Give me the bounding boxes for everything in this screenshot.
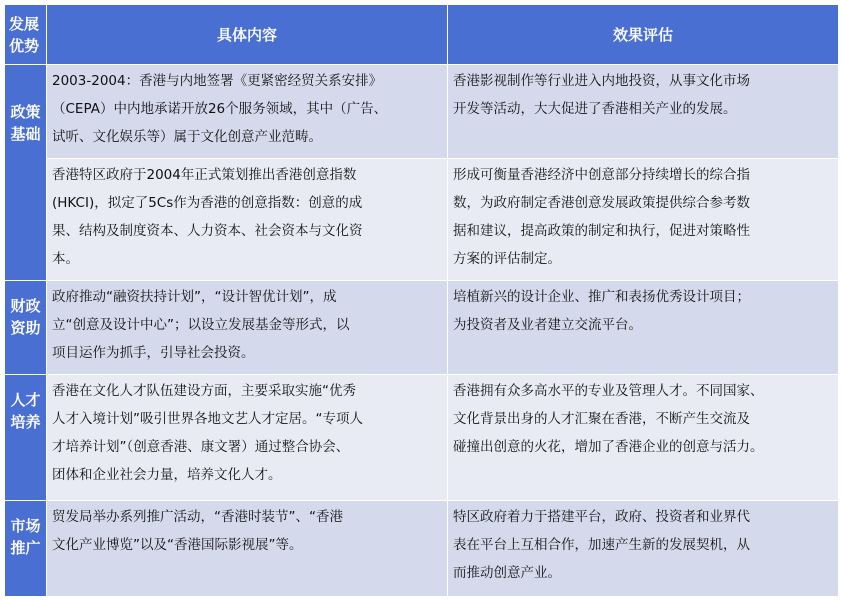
header-row: [5, 5, 839, 65]
evaluation-cell: 培植新兴的设计企业、推广和表扬优秀设计项目； 为投资者及业者建立交流平台。: [448, 281, 839, 375]
table-row: [5, 65, 839, 159]
category-policy-basis: 政策 基础: [5, 65, 47, 281]
table-row: [5, 281, 839, 375]
content-cell: 2003-2004：香港与内地签署《更紧密经贸关系安排》 （CEPA）中内地承诺开放26个服务领域，其中（广告、 试听、文化娱乐等）属于文化创意产业范畴。: [47, 65, 448, 159]
header-effect-evaluation: 效果评估: [448, 5, 839, 65]
header-development-advantage: 发展 优势: [5, 5, 47, 65]
category-market-promotion: 市场 推广: [5, 501, 47, 597]
evaluation-cell: 香港拥有众多高水平的专业及管理人才。不同国家、 文化背景出身的人才汇聚在香港，不断产生交流及 碰撞出创意的火花，增加了香港企业的创意与活力。: [448, 375, 839, 501]
content-cell: 贸发局举办系列推广活动，“香港时装节”、“香港 文化产业博览”以及“香港国际影视展”等。: [47, 501, 448, 597]
table-row: [5, 375, 839, 501]
content-cell: 香港在文化人才队伍建设方面，主要采取实施“优秀 人才入境计划”吸引世界各地文艺人才定居。“专项人 才培养计划”（创意香港、康文署）通过整合协会、 团体和企业社会力量，培养文化人才。: [47, 375, 448, 501]
header-specific-content: 具体内容: [47, 5, 448, 65]
category-financial-support: 财政 资助: [5, 281, 47, 375]
content-cell: 香港特区政府于2004年正式策划推出香港创意指数 (HKCI)，拟定了5Cs作为香港的创意指数：创意的成 果、结构及制度资本、人力资本、社会资本与文化资 本。: [47, 159, 448, 281]
category-talent-cultivation: 人才 培养: [5, 375, 47, 501]
content-cell: 政府推动“融资扶持计划”，“设计智优计划”，成 立“创意及设计中心”；以设立发展基金等形式，以 项目运作为抓手，引导社会投资。: [47, 281, 448, 375]
evaluation-cell: 香港影视制作等行业进入内地投资，从事文化市场 开发等活动，大大促进了香港相关产业的发展。: [448, 65, 839, 159]
development-advantages-table: [4, 4, 839, 597]
evaluation-cell: 特区政府着力于搭建平台，政府、投资者和业界代 表在平台上互相合作，加速产生新的发展契机，从 而推动创意产业。: [448, 501, 839, 597]
table-row: [5, 501, 839, 597]
table-row: [5, 159, 839, 281]
evaluation-cell: 形成可衡量香港经济中创意部分持续增长的综合指 数，为政府制定香港创意发展政策提供综合参考数 据和建议，提高政策的制定和执行，促进对策略性 方案的评估制定。: [448, 159, 839, 281]
